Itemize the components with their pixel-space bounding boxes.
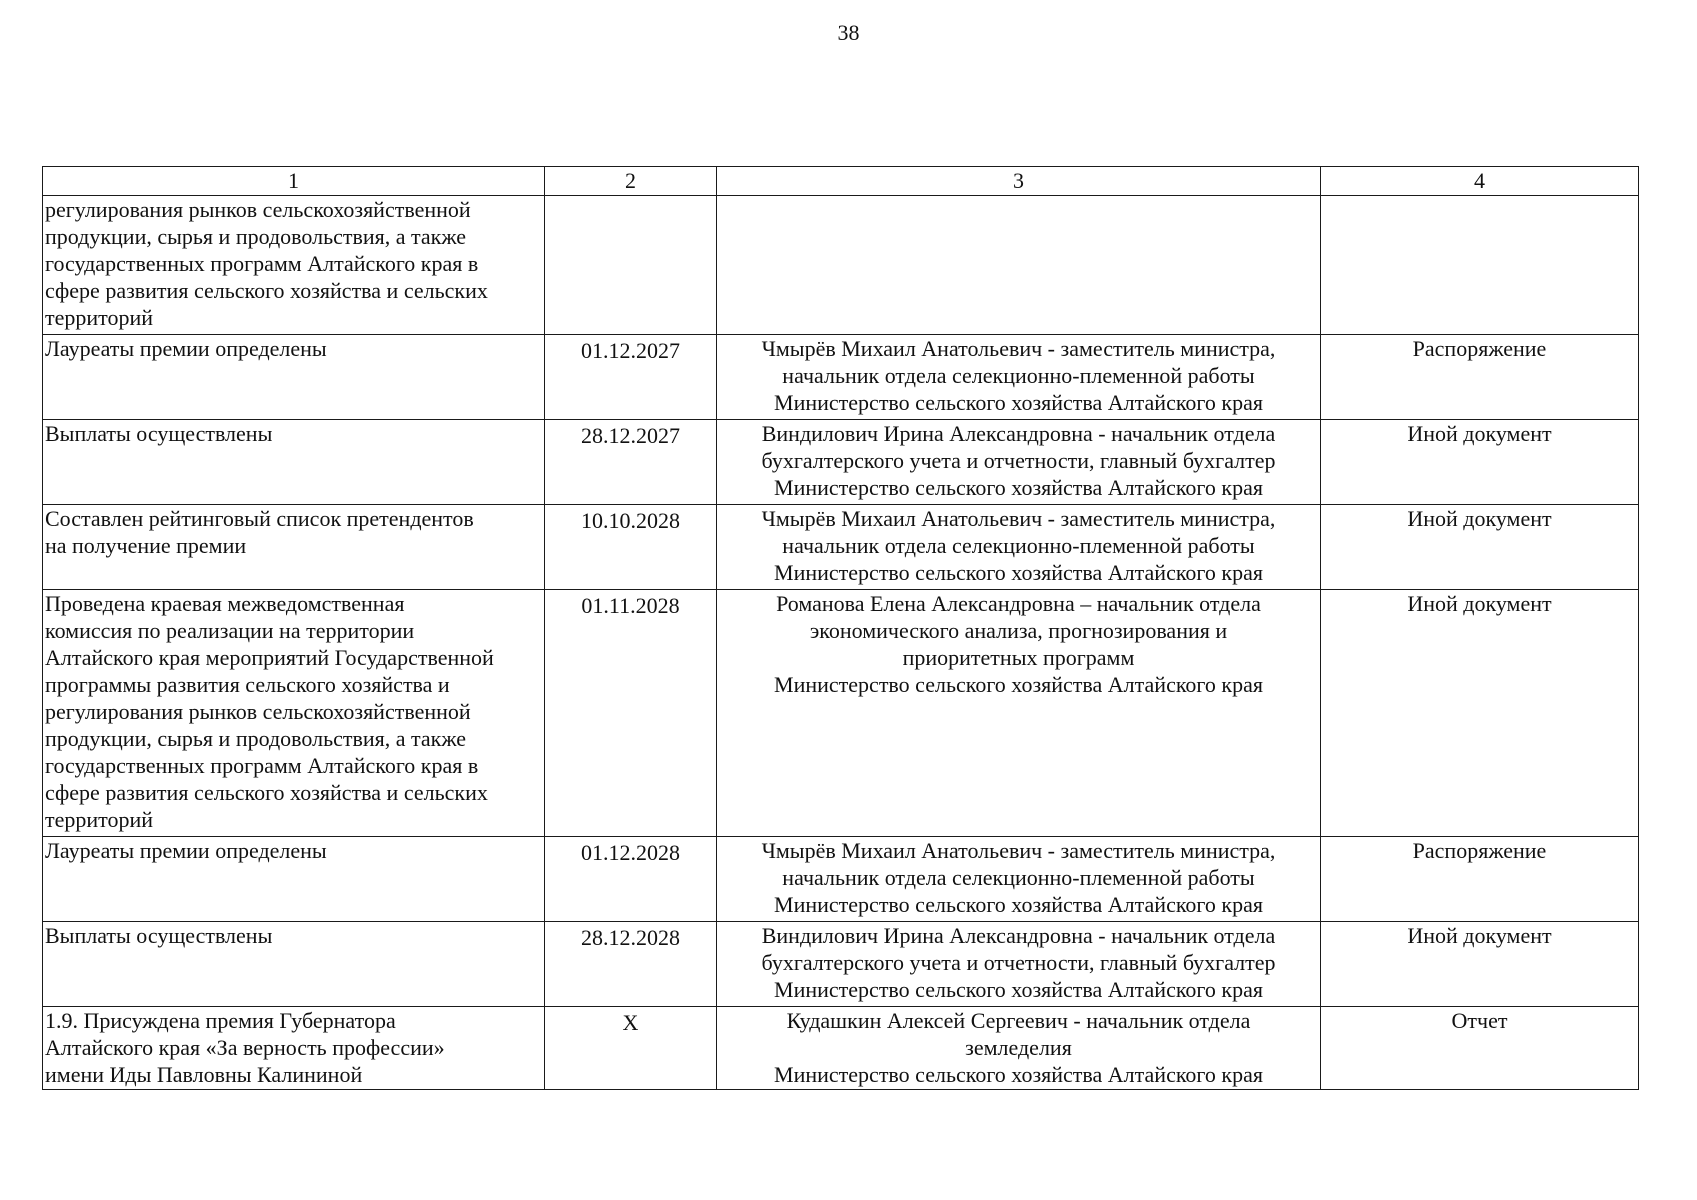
responsible-person-line: начальник отдела селекционно-племенной работы <box>782 363 1255 388</box>
responsible-person-line: Виндилович Ирина Александровна - начальник отдела <box>761 421 1276 446</box>
document-type-cell: Иной документ <box>1321 922 1639 1007</box>
responsible-person-line: начальник отдела селекционно-племенной работы <box>782 533 1255 558</box>
column-header-3: 3 <box>717 167 1321 196</box>
plan-table <box>42 166 1639 1090</box>
table-row <box>43 196 1639 335</box>
event-description-line: Алтайского края «За верность профессии» <box>45 1035 445 1060</box>
document-type-cell: Распоряжение <box>1321 837 1639 922</box>
responsible-person-line: начальник отдела селекционно-племенной работы <box>782 865 1255 890</box>
responsible-person-cell <box>717 837 1321 922</box>
event-description-cell <box>43 837 545 922</box>
event-description-cell <box>43 420 545 505</box>
event-description-line: продукции, сырья и продовольствия, а также <box>45 726 467 751</box>
document-type-cell <box>1321 196 1639 335</box>
responsible-person-line: Министерство сельского хозяйства Алтайского края <box>774 390 1263 415</box>
deadline-date-cell: 28.12.2028 <box>545 922 717 1007</box>
event-description-line: территорий <box>45 807 154 832</box>
event-description-line: продукции, сырья и продовольствия, а также <box>45 224 467 249</box>
deadline-date-cell: 01.12.2028 <box>545 837 717 922</box>
responsible-person-line: Чмырёв Михаил Анатольевич - заместитель министра, <box>761 336 1276 361</box>
event-description-cell <box>43 196 545 335</box>
event-description-line: государственных программ Алтайского края в <box>45 251 479 276</box>
responsible-person-line: Министерство сельского хозяйства Алтайского края <box>774 475 1263 500</box>
document-type-cell: Иной документ <box>1321 590 1639 837</box>
responsible-person-line: бухгалтерского учета и отчетности, главный бухгалтер <box>761 950 1276 975</box>
responsible-person-cell <box>717 922 1321 1007</box>
event-description-line: Лауреаты премии определены <box>45 838 327 863</box>
responsible-person-line: земледелия <box>965 1035 1072 1060</box>
responsible-person-line: Чмырёв Михаил Анатольевич - заместитель министра, <box>761 506 1276 531</box>
responsible-person-line: Романова Елена Александровна – начальник отдела <box>776 591 1261 616</box>
responsible-person-cell <box>717 590 1321 837</box>
event-description-line: регулирования рынков сельскохозяйственной <box>45 197 471 222</box>
event-description-cell <box>43 1007 545 1090</box>
table-row <box>43 590 1639 837</box>
event-description-cell <box>43 590 545 837</box>
responsible-person-line: Министерство сельского хозяйства Алтайского края <box>774 892 1263 917</box>
event-description-line: Алтайского края мероприятий Государственной <box>45 645 494 670</box>
event-description-line: государственных программ Алтайского края в <box>45 753 479 778</box>
responsible-person-line: Чмырёв Михаил Анатольевич - заместитель министра, <box>761 838 1276 863</box>
deadline-date-cell: Х <box>545 1007 717 1090</box>
document-type-cell: Иной документ <box>1321 420 1639 505</box>
event-description-line: сфере развития сельского хозяйства и сельских <box>45 780 488 805</box>
event-description-cell <box>43 335 545 420</box>
table-row <box>43 505 1639 590</box>
responsible-person-line: Министерство сельского хозяйства Алтайского края <box>774 560 1263 585</box>
deadline-date-cell: 28.12.2027 <box>545 420 717 505</box>
document-type-cell: Иной документ <box>1321 505 1639 590</box>
document-type-cell: Распоряжение <box>1321 335 1639 420</box>
deadline-date-cell: 01.12.2027 <box>545 335 717 420</box>
column-header-2: 2 <box>545 167 717 196</box>
table-row <box>43 922 1639 1007</box>
table-row <box>43 1007 1639 1090</box>
header-row <box>43 167 1639 196</box>
table-row <box>43 837 1639 922</box>
event-description-line: Составлен рейтинговый список претендентов <box>45 506 474 531</box>
event-description-line: программы развития сельского хозяйства и <box>45 672 450 697</box>
event-description-line: Проведена краевая межведомственная <box>45 591 405 616</box>
table-body <box>43 196 1639 1090</box>
responsible-person-line: Министерство сельского хозяйства Алтайского края <box>774 672 1263 697</box>
responsible-person-cell <box>717 1007 1321 1090</box>
responsible-person-line: Министерство сельского хозяйства Алтайского края <box>774 977 1263 1002</box>
event-description-line: сфере развития сельского хозяйства и сельских <box>45 278 488 303</box>
table-row <box>43 420 1639 505</box>
document-type-cell: Отчет <box>1321 1007 1639 1090</box>
event-description-cell <box>43 505 545 590</box>
responsible-person-line: экономического анализа, прогнозирования и <box>809 618 1228 643</box>
responsible-person-cell <box>717 335 1321 420</box>
responsible-person-line: Виндилович Ирина Александровна - начальник отдела <box>761 923 1276 948</box>
event-description-line: Выплаты осуществлены <box>45 421 273 446</box>
event-description-line: комиссия по реализации на территории <box>45 618 415 643</box>
page-number: 38 <box>837 20 860 45</box>
event-description-line: имени Иды Павловны Калининой <box>45 1062 363 1087</box>
column-header-1: 1 <box>43 167 545 196</box>
column-header-4: 4 <box>1321 167 1639 196</box>
event-description-line: Лауреаты премии определены <box>45 336 327 361</box>
responsible-person-line: Кудашкин Алексей Сергеевич - начальник отдела <box>786 1008 1251 1033</box>
table-row <box>43 335 1639 420</box>
responsible-person-line: Министерство сельского хозяйства Алтайского края <box>774 1062 1263 1087</box>
deadline-date-cell: 01.11.2028 <box>545 590 717 837</box>
event-description-line: 1.9. Присуждена премия Губернатора <box>45 1008 396 1033</box>
deadline-date-cell: 10.10.2028 <box>545 505 717 590</box>
responsible-person-line: приоритетных программ <box>902 645 1135 670</box>
event-description-line: территорий <box>45 305 154 330</box>
event-description-line: регулирования рынков сельскохозяйственной <box>45 699 471 724</box>
responsible-person-cell <box>717 505 1321 590</box>
responsible-person-cell <box>717 196 1321 335</box>
event-description-cell <box>43 922 545 1007</box>
event-description-line: на получение премии <box>45 533 247 558</box>
event-description-line: Выплаты осуществлены <box>45 923 273 948</box>
responsible-person-cell <box>717 420 1321 505</box>
deadline-date-cell <box>545 196 717 335</box>
responsible-person-line: бухгалтерского учета и отчетности, главный бухгалтер <box>761 448 1276 473</box>
